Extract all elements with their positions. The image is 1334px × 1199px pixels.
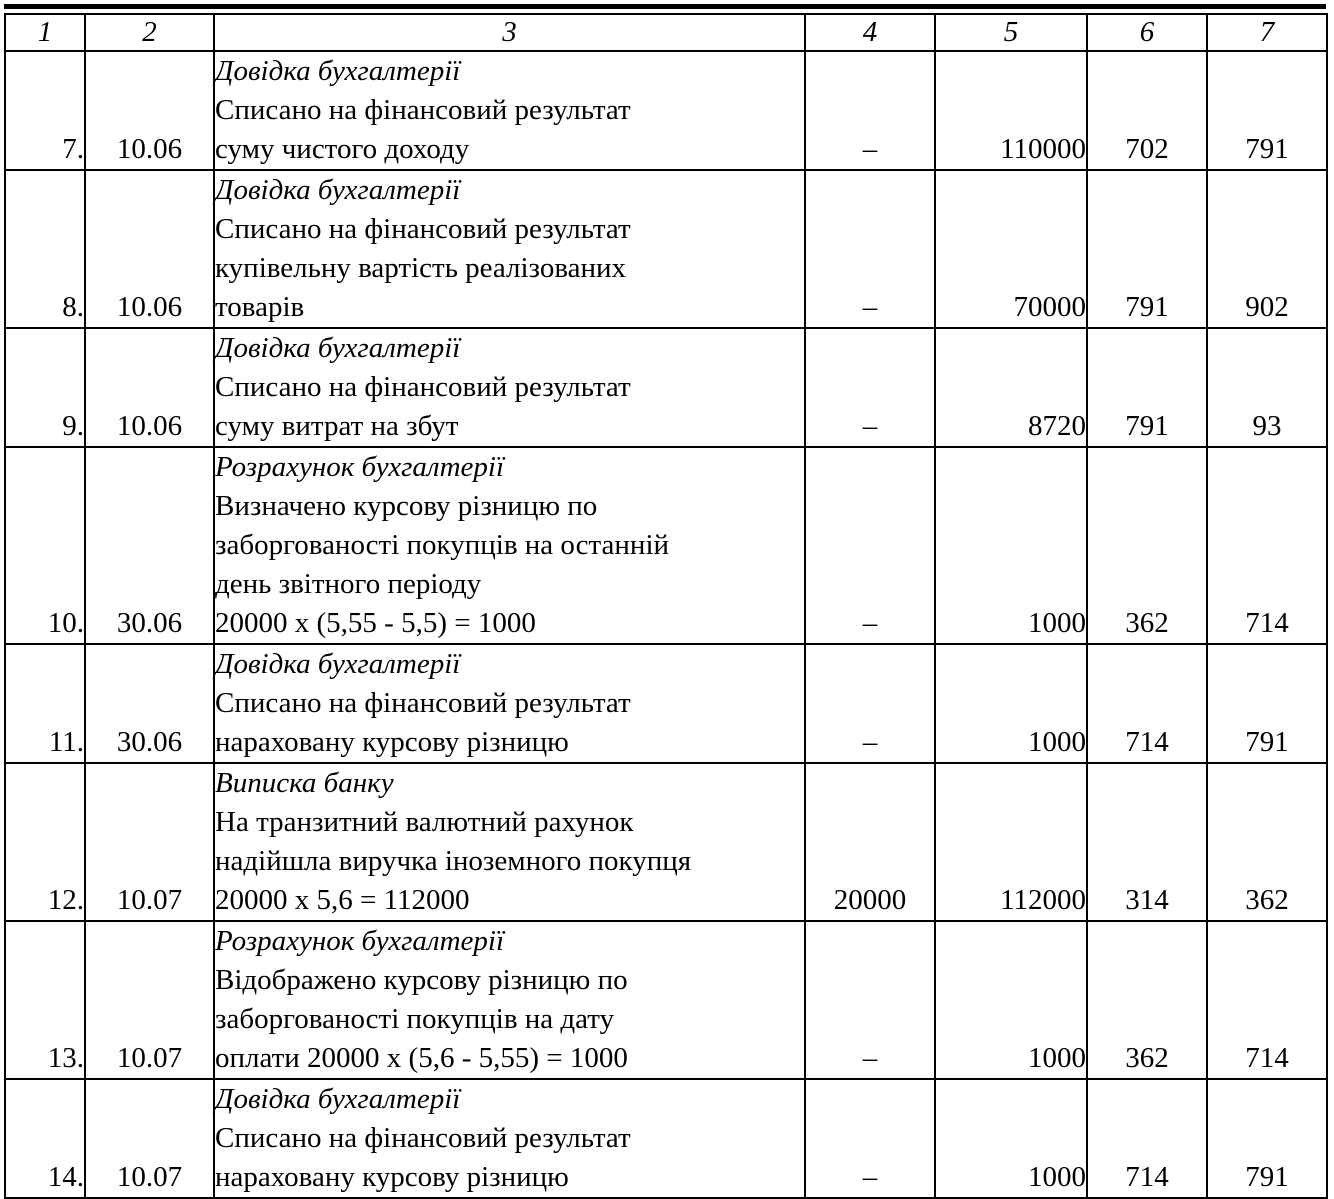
entry-number: 13.	[5, 921, 85, 1079]
table-row	[5, 170, 1327, 328]
description-line: Відображено курсову різницю по	[215, 964, 628, 996]
credit-account: 714	[1207, 921, 1327, 1079]
description-line: Списано на фінансовий результат	[215, 1122, 631, 1154]
table-row	[5, 328, 1327, 447]
credit-account: 902	[1207, 170, 1327, 328]
credit-account: 791	[1207, 51, 1327, 170]
table-row	[5, 51, 1327, 170]
description-line: Списано на фінансовий результат	[215, 213, 631, 245]
header-col-4: 4	[805, 14, 935, 51]
description-line: день звітного періоду	[215, 568, 482, 600]
entry-number: 9.	[5, 328, 85, 447]
entry-description	[214, 51, 805, 170]
table-body	[5, 51, 1327, 1198]
entry-description	[214, 328, 805, 447]
uah-amount: 8720	[935, 328, 1087, 447]
credit-account: 791	[1207, 644, 1327, 763]
description-line: нараховану курсову різницю	[215, 1161, 569, 1193]
currency-amount: –	[805, 170, 935, 328]
currency-amount: 20000	[805, 763, 935, 921]
table-row	[5, 921, 1327, 1079]
credit-account: 93	[1207, 328, 1327, 447]
document-type: Довідка бухгалтерії	[215, 332, 461, 364]
entry-date: 10.06	[85, 328, 214, 447]
header-col-3: 3	[214, 14, 805, 51]
description-line: нараховану курсову різницю	[215, 726, 569, 758]
debit-account: 314	[1087, 763, 1207, 921]
description-line: заборгованості покупців на останній	[215, 529, 670, 561]
description-line: купівельну вартість реалізованих	[215, 252, 627, 284]
entry-description	[214, 1079, 805, 1198]
entry-number: 11.	[5, 644, 85, 763]
uah-amount: 1000	[935, 1079, 1087, 1198]
uah-amount: 1000	[935, 644, 1087, 763]
table-row	[5, 763, 1327, 921]
entry-description	[214, 763, 805, 921]
description-line: надійшла виручка іноземного покупця	[215, 845, 692, 877]
uah-amount: 110000	[935, 51, 1087, 170]
table-row	[5, 1079, 1327, 1198]
currency-amount: –	[805, 51, 935, 170]
debit-account: 714	[1087, 644, 1207, 763]
entry-date: 10.07	[85, 921, 214, 1079]
entry-date: 10.07	[85, 1079, 214, 1198]
document-type: Довідка бухгалтерії	[215, 648, 461, 680]
journal-table	[4, 13, 1328, 1199]
credit-account: 714	[1207, 447, 1327, 644]
entry-date: 10.06	[85, 170, 214, 328]
header-col-5: 5	[935, 14, 1087, 51]
currency-amount: –	[805, 1079, 935, 1198]
document-type: Довідка бухгалтерії	[215, 55, 461, 87]
entry-number: 12.	[5, 763, 85, 921]
description-line: суму чистого доходу	[215, 133, 470, 165]
debit-account: 362	[1087, 447, 1207, 644]
document-type: Довідка бухгалтерії	[215, 174, 461, 206]
uah-amount: 1000	[935, 447, 1087, 644]
currency-amount: –	[805, 921, 935, 1079]
table-row	[5, 447, 1327, 644]
entry-number: 7.	[5, 51, 85, 170]
entry-date: 10.06	[85, 51, 214, 170]
credit-account: 362	[1207, 763, 1327, 921]
header-row	[5, 14, 1327, 51]
description-line: суму витрат на збут	[215, 410, 459, 442]
description-line: Списано на фінансовий результат	[215, 371, 631, 403]
entry-number: 8.	[5, 170, 85, 328]
description-line: 20000 х 5,6 = 112000	[215, 884, 470, 916]
document-type: Довідка бухгалтерії	[215, 1083, 461, 1115]
debit-account: 791	[1087, 328, 1207, 447]
currency-amount: –	[805, 328, 935, 447]
debit-account: 714	[1087, 1079, 1207, 1198]
currency-amount: –	[805, 447, 935, 644]
entry-number: 14.	[5, 1079, 85, 1198]
debit-account: 791	[1087, 170, 1207, 328]
entry-description	[214, 170, 805, 328]
table-row	[5, 644, 1327, 763]
header-col-7: 7	[1207, 14, 1327, 51]
description-line: Визначено курсову різницю по	[215, 490, 598, 522]
entry-description	[214, 644, 805, 763]
uah-amount: 1000	[935, 921, 1087, 1079]
description-line: заборгованості покупців на дату	[215, 1003, 615, 1035]
currency-amount: –	[805, 644, 935, 763]
entry-date: 30.06	[85, 644, 214, 763]
uah-amount: 112000	[935, 763, 1087, 921]
header-col-1: 1	[5, 14, 85, 51]
description-line: Списано на фінансовий результат	[215, 687, 631, 719]
document-type: Виписка банку	[215, 767, 394, 799]
header-col-2: 2	[85, 14, 214, 51]
description-line: товарів	[215, 291, 305, 323]
entry-date: 10.07	[85, 763, 214, 921]
top-rule	[4, 4, 1326, 9]
description-line: 20000 х (5,55 - 5,5) = 1000	[215, 607, 536, 639]
debit-account: 702	[1087, 51, 1207, 170]
document-type: Розрахунок бухгалтерії	[215, 925, 504, 957]
entry-description	[214, 921, 805, 1079]
description-line: оплати 20000 х (5,6 - 5,55) = 1000	[215, 1042, 628, 1074]
document-type: Розрахунок бухгалтерії	[215, 451, 504, 483]
entry-description	[214, 447, 805, 644]
description-line: Списано на фінансовий результат	[215, 94, 631, 126]
credit-account: 791	[1207, 1079, 1327, 1198]
entry-date: 30.06	[85, 447, 214, 644]
debit-account: 362	[1087, 921, 1207, 1079]
header-col-6: 6	[1087, 14, 1207, 51]
entry-number: 10.	[5, 447, 85, 644]
description-line: На транзитний валютний рахунок	[215, 806, 634, 838]
uah-amount: 70000	[935, 170, 1087, 328]
